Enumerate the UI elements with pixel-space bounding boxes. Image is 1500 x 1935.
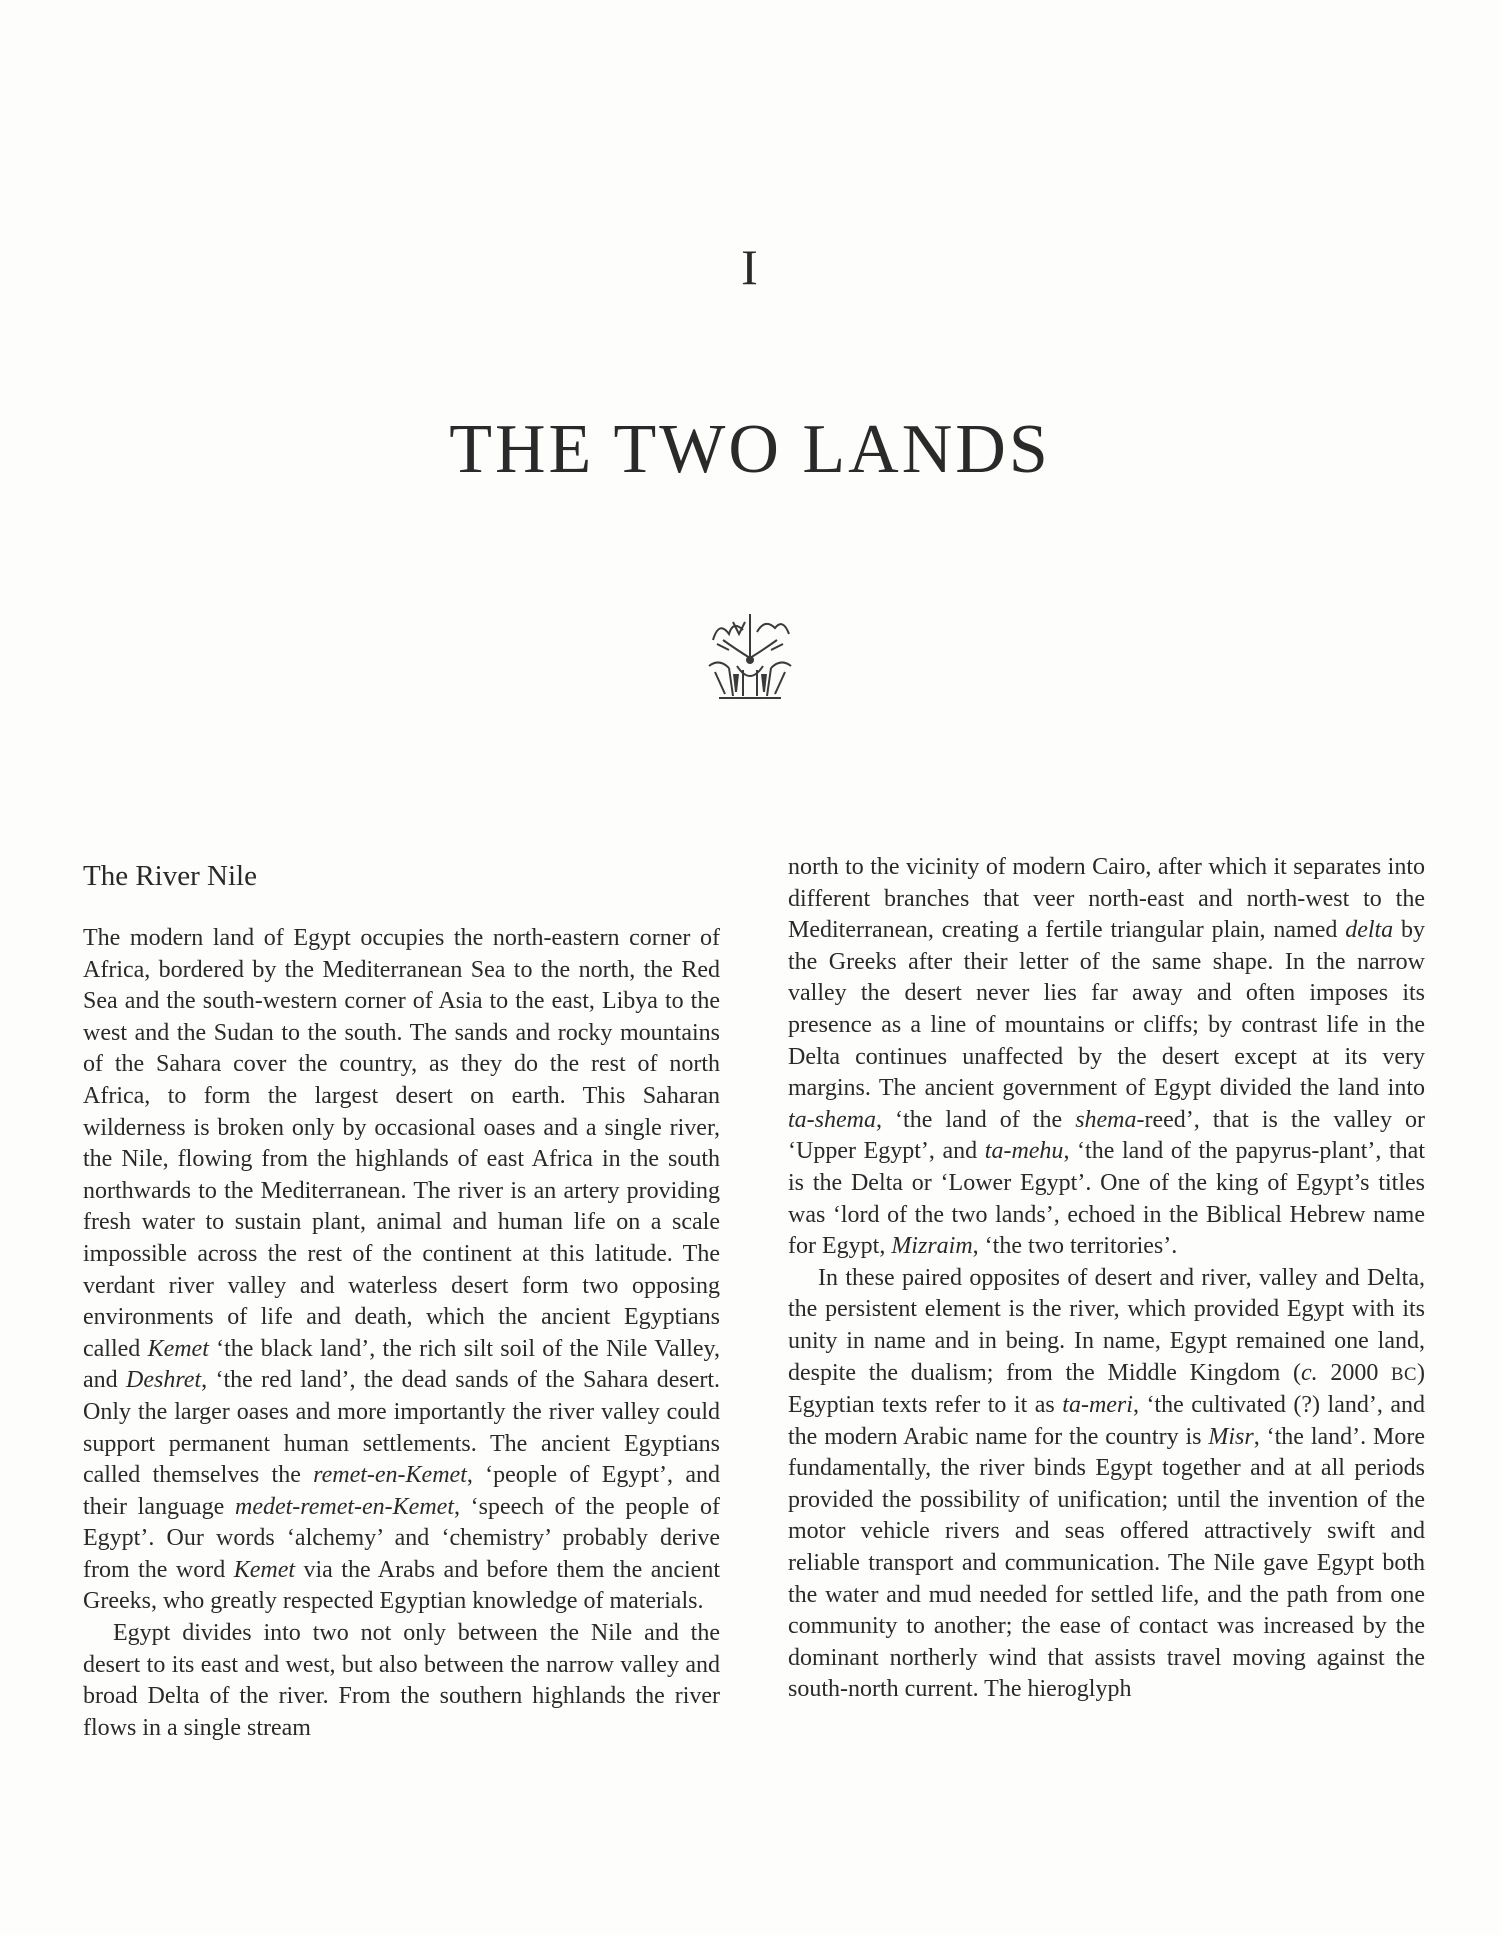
paragraph xyxy=(788,1263,1425,1706)
text-run: by the Greeks after their letter of the same shape. In the narrow valley the desert never lies far away and often imposes its presence as a line of mountains or cliffs; by contrast life in the Delta continues unaffected by the desert except at its very margins. The ancient government of Egypt divided the land into xyxy=(788,917,1426,1102)
italic-term: ta-mehu xyxy=(984,1138,1064,1165)
section-heading: The River Nile xyxy=(83,860,257,892)
text-run: , ‘the two territories’. xyxy=(972,1233,1178,1260)
text-run: , ‘the cultivated (?) land’, and the modern Arabic name for the country is xyxy=(788,1392,1425,1450)
italic-term: Kemet xyxy=(233,1556,296,1583)
italic-term: ta-meri xyxy=(1062,1392,1133,1419)
small-caps-era: BC xyxy=(1391,1363,1417,1385)
italic-term: c. xyxy=(1300,1359,1318,1386)
text-run: , ‘speech of the people of Egypt’. Our words ‘alchemy’ and ‘chemistry’ probably derive from the word xyxy=(83,1493,720,1583)
text-run: 2000 xyxy=(1317,1359,1392,1386)
text-run: -reed’, that is the valley or ‘Upper Egypt’, and xyxy=(788,1106,1425,1165)
text-run: , ‘people of Egypt’, and their language xyxy=(83,1462,720,1520)
italic-term: shema xyxy=(1075,1106,1137,1133)
italic-term: delta xyxy=(1345,917,1394,944)
italic-term: Misr xyxy=(1208,1423,1254,1450)
italic-term: medet-remet-en-Kemet xyxy=(234,1493,454,1520)
italic-term: ta-shema xyxy=(788,1106,876,1133)
text-run: , ‘the land of the papyrus-plant’, that is the Delta or ‘Lower Egypt’. One of the king of Egypt’s titles was ‘lord of the two lands’, echoed in the Biblical Hebrew name for Egypt, xyxy=(788,1138,1425,1260)
text-run: , ‘the red land’, the dead sands of the Sahara desert. Only the larger oases and more importantly the river valley could support permanent human settlements. The ancient Egyptians called themselves the xyxy=(83,1367,721,1489)
text-run: , ‘the land’. More fundamentally, the river binds Egypt together and at all periods provided the possibility of unification; until the invention of the motor vehicle rivers and seas offered attractively swift and reliable transport and communication. The Nile gave Egypt both the water and mud needed for settled life, and the path from one community to another; the ease of contact was increased by the dominant northerly wind that assists travel moving against the south-north current. The hieroglyph xyxy=(788,1423,1426,1703)
text-run: , ‘the land of the xyxy=(875,1106,1076,1133)
text-run: ‘the black land’, the rich silt soil of the Nile Valley, and xyxy=(83,1335,720,1394)
italic-term: remet-en-Kemet xyxy=(313,1462,467,1489)
text-run: ) Egyptian texts refer to it as xyxy=(788,1359,1425,1419)
right-column xyxy=(788,852,1425,1706)
paragraph xyxy=(788,852,1425,1263)
italic-term: Deshret xyxy=(126,1367,202,1394)
chapter-title: THE TWO LANDS xyxy=(449,411,1051,488)
italic-term: Mizraim xyxy=(891,1233,973,1260)
paragraph xyxy=(83,923,720,1618)
paragraph: Egypt divides into two not only between the Nile and the desert to its east and west, but also between the narrow valley and broad Delta of the river. From the southern highlands the river flows in a single stream xyxy=(83,1620,720,1741)
text-run: via the Arabs and before them the ancient Greeks, who greatly respected Egyptian knowledge of materials. xyxy=(83,1556,720,1615)
text-run: In these paired opposites of desert and river, valley and Delta, the persistent element is the river, which provided Egypt with its unity in name and in being. In name, Egypt remained one land, despite the dualism; from the Middle Kingdom ( xyxy=(788,1264,1425,1386)
text-run: The modern land of Egypt occupies the north-eastern corner of Africa, bordered by the Mediterranean Sea to the north, the Red Sea and the south-western corner of Asia to the east, Libya to the west and the Sudan to the south. The sands and rocky mountains of the Sahara cover the country, as they do the rest of north Africa, to form the largest desert on earth. This Saharan wilderness is broken only by occasional oases and a single river, the Nile, flowing from the highlands of east Africa in the south northwards to the Mediterranean. The river is an artery providing fresh water to sustain plant, animal and human life on a scale impossible across the rest of the continent at this latitude. The verdant river valley and waterless desert form two opposing environments of life and death, which the ancient Egyptians called xyxy=(83,925,720,1362)
chapter-number: I xyxy=(741,239,759,295)
left-column xyxy=(83,850,720,1744)
text-run: north to the vicinity of modern Cairo, after which it separates into different branches that veer north-east and north-west to the Mediterranean, creating a fertile triangular plain, named xyxy=(788,854,1425,944)
papyrus-lotus-emblem-icon xyxy=(703,610,797,704)
italic-term: Kemet xyxy=(147,1335,209,1362)
